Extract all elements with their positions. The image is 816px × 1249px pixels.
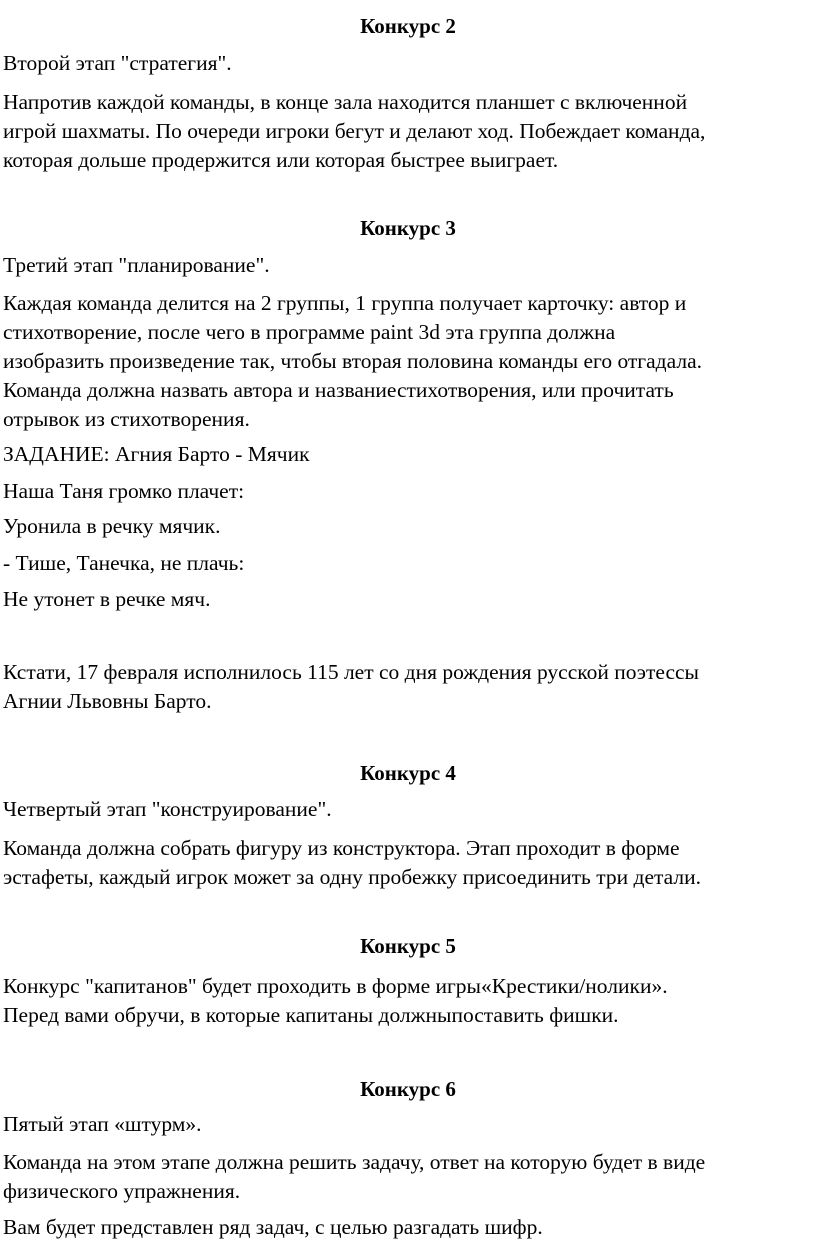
section-heading: Конкурс 2 <box>360 14 456 38</box>
text-line: Вам будет представлен ряд задач, с целью разгадать шифр. <box>3 1215 543 1239</box>
text-line: Конкурс "капитанов" будет проходить в форме игры«Крестики/нолики». <box>3 974 668 998</box>
section-heading: Конкурс 3 <box>360 216 456 240</box>
text-line: Команда должна собрать фигуру из конструктора. Этап проходит в форме <box>3 836 680 860</box>
section-heading: Конкурс 6 <box>360 1077 456 1101</box>
text-line: Второй этап "стратегия". <box>3 51 232 75</box>
text-line: Четвертый этап "конструирование". <box>3 797 332 821</box>
text-line: Агнии Львовны Барто. <box>3 689 212 713</box>
text-line: Кстати, 17 февраля исполнилось 115 лет со дня рождения русской поэтессы <box>3 660 699 684</box>
task-line: ЗАДАНИЕ: Агния Барто - Мячик <box>3 442 310 466</box>
section-heading: Конкурс 4 <box>360 761 456 785</box>
text-line: отрывок из стихотворения. <box>3 407 250 431</box>
text-line: Команда на этом этапе должна решить задачу, ответ на которую будет в виде <box>3 1150 706 1174</box>
section-heading: Конкурс 5 <box>360 934 456 958</box>
text-line: Каждая команда делится на 2 группы, 1 группа получает карточку: автор и <box>3 291 687 315</box>
text-line: стихотворение, после чего в программе paint 3d эта группа должна <box>3 320 616 344</box>
text-line: физического упражнения. <box>3 1179 241 1203</box>
poem-line: - Тише, Танечка, не плачь: <box>3 551 245 575</box>
text-line: Напротив каждой команды, в конце зала находится планшет с включенной <box>3 90 688 114</box>
text-line: эстафеты, каждый игрок может за одну пробежку присоединить три детали. <box>3 865 701 889</box>
poem-line: Уронила в речку мячик. <box>3 514 221 538</box>
text-line: игрой шахматы. По очереди игроки бегут и делают ход. Побеждает команда, <box>3 119 706 143</box>
poem-line: Наша Таня громко плачет: <box>3 479 245 503</box>
text-line: Перед вами обручи, в которые капитаны должныпоставить фишки. <box>3 1003 619 1027</box>
text-line: Команда должна назвать автора и названиестихотворения, или прочитать <box>3 378 674 402</box>
text-line: Пятый этап «штурм». <box>3 1112 202 1136</box>
text-line: изобразить произведение так, чтобы вторая половина команды его отгадала. <box>3 349 702 373</box>
poem-line: Не утонет в речке мяч. <box>3 587 211 611</box>
text-line: которая дольше продержится или которая быстрее выиграет. <box>3 148 559 172</box>
text-line: Третий этап "планирование". <box>3 253 270 277</box>
